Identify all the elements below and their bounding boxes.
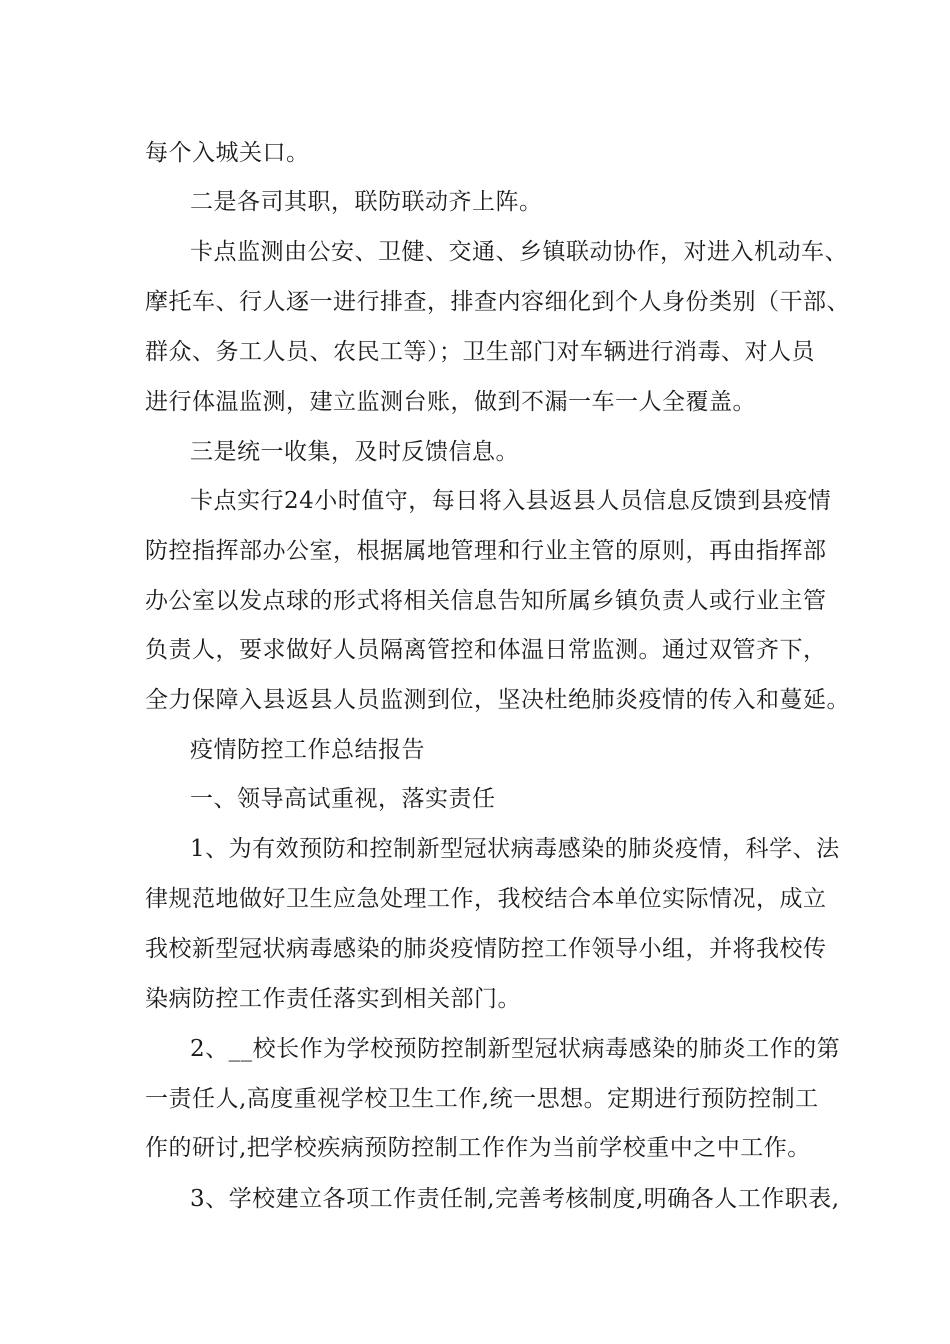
text-line: 卡点实行24小时值守，每日将入县返县人员信息反馈到县疫情 [190, 488, 832, 514]
text-line: 2、__校长作为学校预防控制新型冠状病毒感染的肺炎工作的第 [190, 1036, 841, 1062]
text-line: 负责人，要求做好人员隔离管控和体温日常监测。通过双管齐下， [145, 637, 827, 663]
text-line: 二是各司其职，联防联动齐上阵。 [190, 189, 543, 215]
section-heading: 一、领导高试重视，落实责任 [190, 786, 496, 812]
text-line: 我校新型冠状病毒感染的肺炎疫情防控工作领导小组，并将我校传 [145, 936, 827, 962]
text-line: 每个入城关口。 [145, 140, 310, 166]
text-line: 1、为有效预防和控制新型冠状病毒感染的肺炎疫情，科学、法 [190, 836, 840, 862]
text-line: 全力保障入县返县人员监测到位，坚决杜绝肺炎疫情的传入和蔓延。 [145, 687, 850, 713]
text-line: 进行体温监测，建立监测台账，做到不漏一车一人全覆盖。 [145, 389, 756, 415]
section-heading: 疫情防控工作总结报告 [190, 737, 425, 763]
text-line: 三是统一收集，及时反馈信息。 [190, 439, 519, 465]
text-line: 3、学校建立各项工作责任制,完善考核制度,明确各人工作职表, [190, 1186, 840, 1212]
text-line: 防控指挥部办公室，根据属地管理和行业主管的原则，再由指挥部 [145, 538, 827, 564]
text-line: 摩托车、行人逐一进行排查，排查内容细化到个人身份类别（干部、 [145, 289, 850, 315]
text-line: 作的研讨,把学校疾病预防控制工作作为当前学校重中之中工作。 [145, 1135, 811, 1161]
text-line: 染病防控工作责任落实到相关部门。 [145, 986, 521, 1012]
text-line: 办公室以发点球的形式将相关信息告知所属乡镇负责人或行业主管 [145, 588, 827, 614]
text-line: 律规范地做好卫生应急处理工作，我校结合本单位实际情况，成立 [145, 886, 827, 912]
text-line: 一责任人,高度重视学校卫生工作,统一思想。定期进行预防控制工 [145, 1086, 819, 1112]
text-line: 卡点监测由公安、卫健、交通、乡镇联动协作，对进入机动车、 [190, 239, 848, 265]
text-line: 群众、务工人员、农民工等）；卫生部门对车辆进行消毒、对人员 [145, 339, 815, 365]
